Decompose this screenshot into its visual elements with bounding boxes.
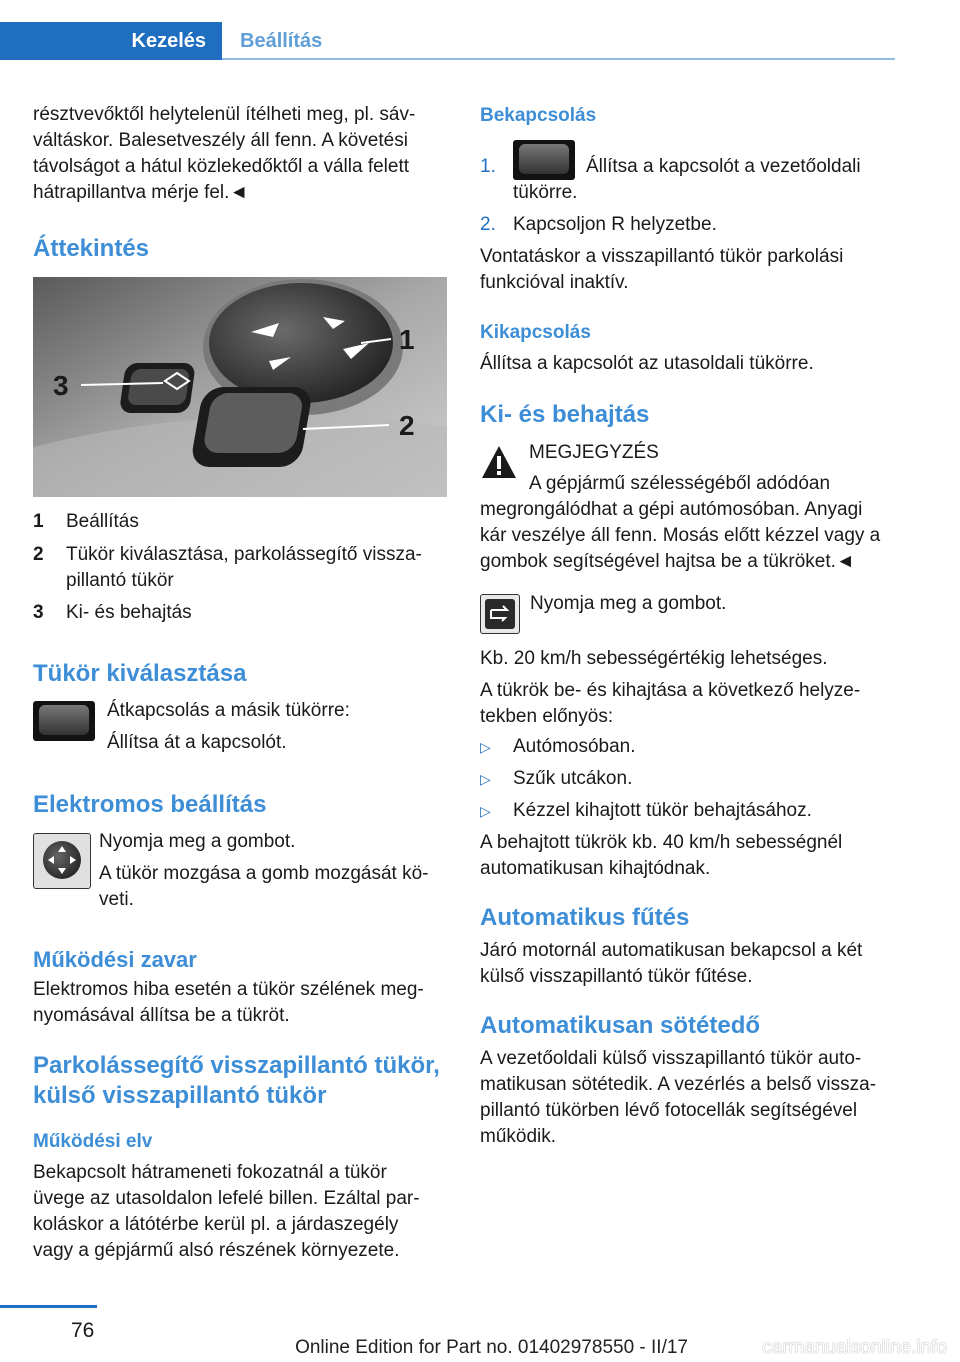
text-line: kár veszélye áll fenn. Mosás előtt kézzel vagy a [480,525,881,546]
heading-auto-dimming: Automatikusan sötétedő [480,1012,761,1039]
text-line: megrongálódhat a gépi autómosóban. Anyagi [480,499,863,520]
triangle-bullet-icon: ▷ [480,739,491,755]
joystick-icon [33,833,91,889]
bullet-item [480,766,633,792]
legend-number: 2 [33,544,44,565]
legend-text: Ki- és behajtás [66,602,192,623]
heading-parking-mirror [33,1051,440,1111]
heating-text [480,938,862,990]
mirror-select-text [107,698,350,756]
text-line: üvege az utasoldalon lefelé billen. Ezáltal par- [33,1188,420,1209]
notice-text [480,471,880,575]
text-line: Nyomja meg a gombot. [99,831,296,852]
triangle-bullet-icon: ▷ [480,803,491,819]
text-line: pillantó tükörben lévő fotocellák segítségével [480,1100,858,1121]
legend-number: 3 [33,602,44,623]
step-text: Állítsa a kapcsolót a vezetőoldali [586,156,861,177]
principle-text [33,1160,420,1264]
text-line: működik. [480,1126,557,1147]
heading-mirror-select: Tükör kiválasztása [33,660,247,687]
text-line: A tükör mozgása a gomb mozgását kö- [99,863,429,884]
text-line: hátrapillantva mérje fel.◄ [33,182,249,203]
bullet-text: Autómosóban. [513,736,636,757]
bullet-item [480,734,636,760]
text-line: gombok segítségével hajtsa be a tükröket.◄ [480,551,855,572]
text-line: vagy a gépjármű alsó részének környezete. [33,1240,400,1261]
heading-switch-off: Kikapcsolás [480,322,591,343]
text-line: koláskor a látótérbe kerül pl. a járdaszegély [33,1214,399,1235]
heading-principle: Működési elv [33,1131,153,1152]
heading-malfunction: Működési zavar [33,947,197,972]
legend-number: 1 [33,511,44,532]
step-number: 2. [480,214,496,235]
text-line: A gépjármű szélességéből adódóan [529,473,831,494]
edition-text: Online Edition for Part no. 01402978550 - II/17 [295,1337,688,1358]
text-line: résztvevőktől helytelenül ítélheti meg, pl. sáv- [33,104,416,125]
text-line: váltáskor. Balesetveszély áll fenn. A követési [33,130,408,151]
press-button-text: Nyomja meg a gombot. [530,593,727,614]
callout-2: 2 [399,410,415,441]
auto-unfold-text [480,830,842,882]
heading-switch-on: Bekapcsolás [480,105,597,126]
bullet-text: Szűk utcákon. [513,768,633,789]
step-number: 1. [480,156,496,177]
tab-divider [222,58,895,60]
text-line: A tükrök be- és kihajtása a következő helyze- [480,680,861,701]
callout-1: 1 [399,324,415,355]
dimming-text [480,1046,876,1150]
watermark-text: carmanualsonline.info [762,1337,947,1358]
text-line: tekben előnyös: [480,706,614,727]
speed-text: Kb. 20 km/h sebességértékig lehetséges. [480,648,828,669]
text-line: Állítsa át a kapcsolót. [107,732,287,753]
step-item [480,154,496,180]
electric-adjust-text [99,829,429,913]
text-line: automatikusan kihajtódnak. [480,858,711,879]
mirror-control-photo [33,277,447,497]
bullet-text: Kézzel kihajtott tükör behajtásához. [513,800,812,821]
text-line: Átkapcsolás a másik tükörre: [107,700,350,721]
text-line: matikusan sötétedik. A vezérlés a belső vissza- [480,1074,877,1095]
text-line: távolságot a hátul közlekedőktől a válla felett [33,156,410,177]
heading-fold: Ki- és behajtás [480,401,650,428]
heading-overview: Áttekintés [33,235,150,262]
intro-paragraph [33,102,415,206]
text-line: funkcióval inaktív. [480,272,629,293]
heading-electric-adjust: Elektromos beállítás [33,791,267,818]
mirror-select-switch-icon [33,701,95,741]
header-tabs [0,22,895,60]
step-text: Kapcsoljon R helyzetbe. [513,214,717,235]
text-line: Bekapcsolt hátrameneti fokozatnál a tükör [33,1162,387,1183]
footer-rule [0,1305,97,1308]
text-line: A vezetőoldali külső visszapillantó tükör auto- [480,1048,862,1069]
towing-note [480,244,843,296]
heading-line: külső visszapillantó tükör [33,1082,327,1109]
legend-text: Tükör kiválasztása, parkolássegítő vissza- [66,544,422,565]
text-line: nyomásával állítsa be a tükröt. [33,1005,290,1026]
malfunction-text [33,977,424,1029]
text-line: külső visszapillantó tükör fűtése. [480,966,753,987]
callout-3: 3 [53,370,69,401]
text-line: A behajtott tükrök kb. 40 km/h sebességnél [480,832,843,853]
switch-off-text: Állítsa a kapcsolót az utasoldali tükörre. [480,353,814,374]
tab-beallitas[interactable]: Beállítás [240,30,323,52]
page-number: 76 [71,1319,95,1342]
text-line: Járó motornál automatikusan bekapcsol a két [480,940,863,961]
tab-kezeles[interactable]: Kezelés [0,22,222,60]
text-line: veti. [99,889,134,910]
heading-auto-heating: Automatikus fűtés [480,904,690,931]
heading-line: Parkolássegítő visszapillantó tükör, [33,1052,440,1079]
legend-text: pillantó tükör [66,570,174,591]
notice-title: MEGJEGYZÉS [529,442,659,463]
triangle-bullet-icon: ▷ [480,771,491,787]
legend-text: Beállítás [66,511,139,532]
advantage-text [480,678,860,730]
step-item [480,212,496,238]
fold-button-icon [480,594,520,634]
text-line: Vontatáskor a visszapillantó tükör parkolási [480,246,844,267]
text-line: Elektromos hiba esetén a tükör szélének meg- [33,979,424,1000]
step-text: tükörre. [513,182,578,203]
bullet-item [480,798,812,824]
mirror-select-switch-icon [513,140,575,180]
